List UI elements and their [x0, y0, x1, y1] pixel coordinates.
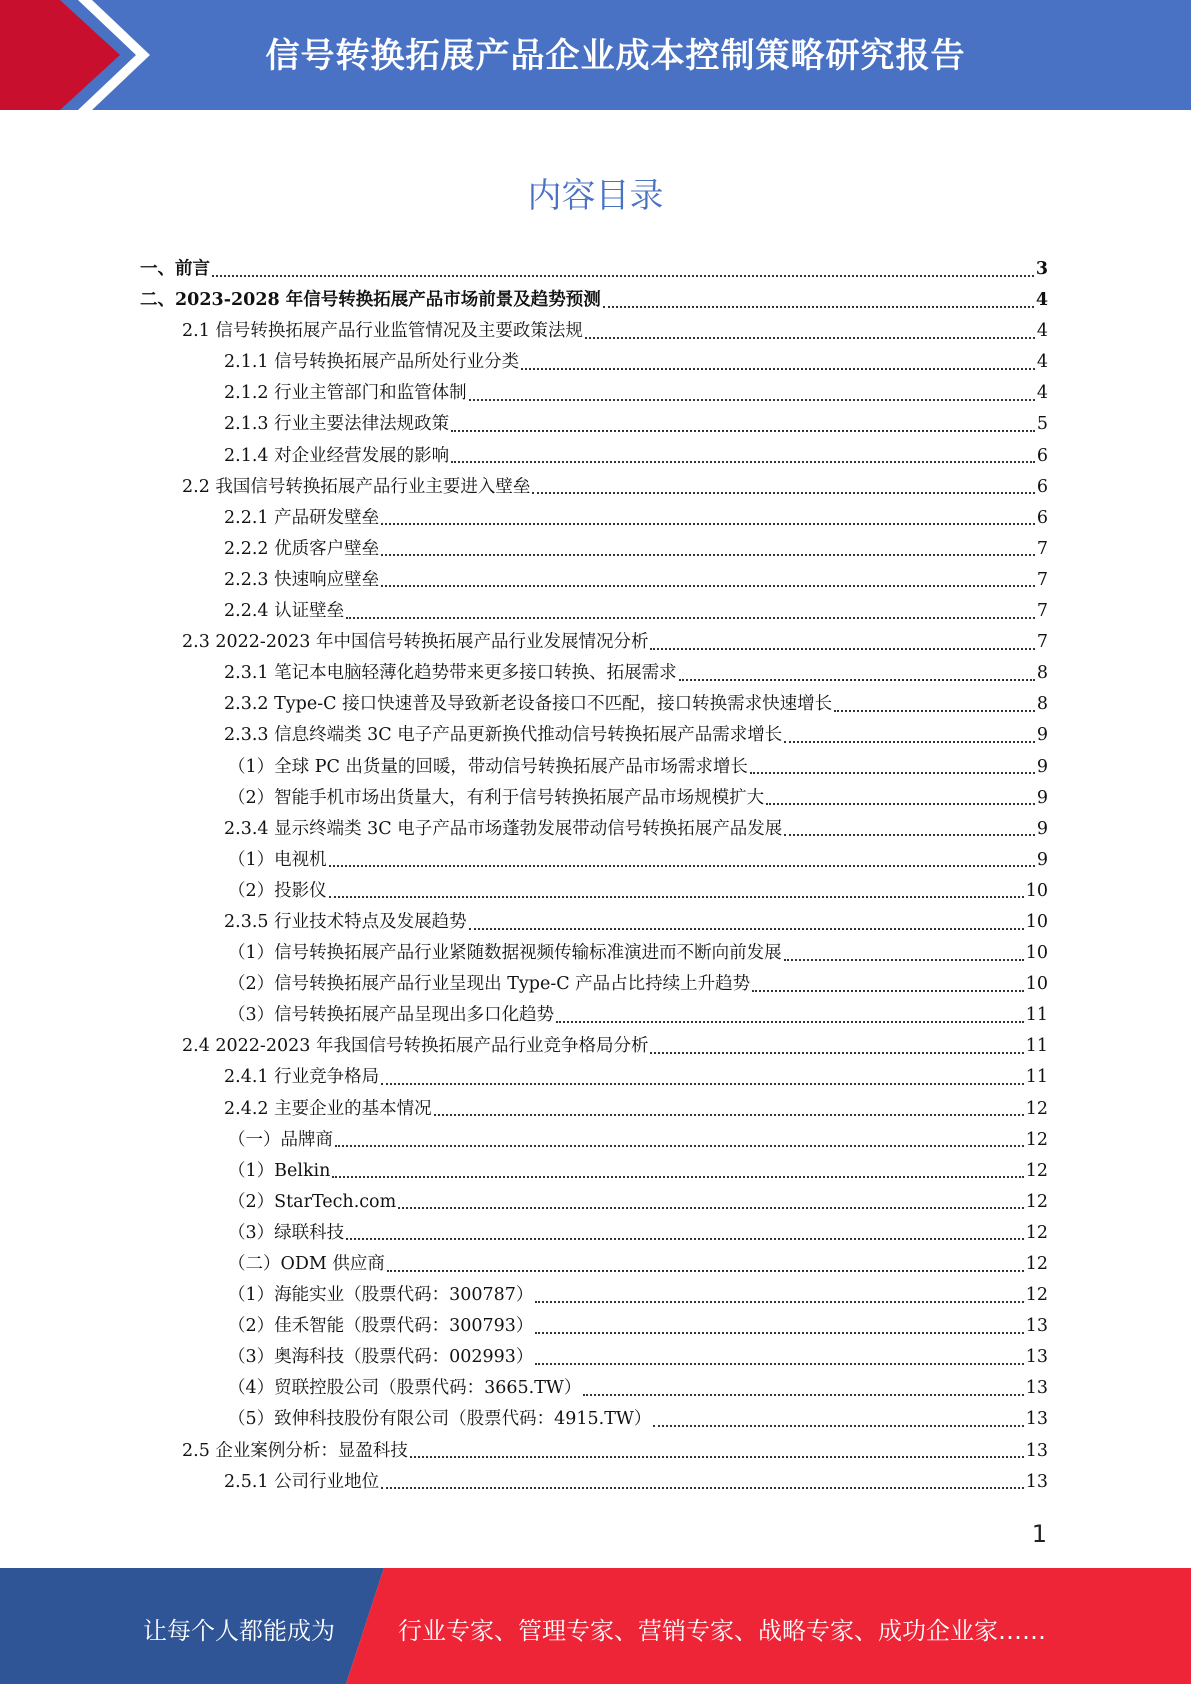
toc-entry-label: （2）StarTech.com [228, 1191, 397, 1212]
toc-entry-label: （一）品牌商 [228, 1129, 333, 1150]
toc-entry[interactable] [140, 783, 1048, 814]
toc-entry-page: 3 [1035, 259, 1048, 279]
toc-entry[interactable] [140, 378, 1048, 409]
toc-leader-dots [521, 368, 1035, 370]
toc-entry-label: 2.4.1 行业竞争格局 [224, 1067, 380, 1088]
toc-entry-label: （4）贸联控股公司（股票代码：3665.TW） [228, 1378, 582, 1399]
toc-leader-dots [653, 1425, 1023, 1427]
toc-entry-label: （3）绿联科技 [228, 1222, 345, 1243]
toc-entry[interactable] [140, 658, 1048, 689]
toc-entry-label: 2.2 我国信号转换拓展产品行业主要进入壁垒 [182, 476, 531, 497]
toc-leader-dots [346, 617, 1035, 619]
toc-entry[interactable] [140, 534, 1048, 565]
toc-entry-page: 7 [1036, 569, 1048, 590]
toc-entry-page: 6 [1036, 476, 1048, 497]
toc-leader-dots [410, 1456, 1024, 1458]
toc-leader-dots [834, 710, 1035, 712]
toc-entry-label: 2.3.1 笔记本电脑轻薄化趋势带来更多接口转换、拓展需求 [224, 663, 677, 684]
toc-entry-page: 9 [1036, 818, 1048, 839]
toc-entry-label: 2.3 2022-2023 年中国信号转换拓展产品行业发展情况分析 [182, 632, 649, 653]
toc-leader-dots [784, 959, 1024, 961]
toc-entry-label: 2.1.4 对企业经营发展的影响 [224, 445, 450, 466]
toc-entry-label: 2.5 企业案例分析：显盈科技 [182, 1440, 408, 1461]
toc-entry-page: 7 [1036, 632, 1048, 653]
header-banner [0, 0, 1191, 110]
toc-entry-page: 11 [1025, 1067, 1048, 1088]
toc-entry-page: 9 [1036, 787, 1048, 808]
toc-entry-label: 2.2.4 认证壁垒 [224, 601, 345, 622]
toc-entry-label: （3）奥海科技（股票代码：002993） [228, 1347, 534, 1368]
toc-entry-label: （1）海能实业（股票代码：300787） [228, 1285, 534, 1306]
toc-entry-page: 11 [1025, 1005, 1048, 1026]
toc-leader-dots [784, 834, 1035, 836]
toc-entry-label: （2）信号转换拓展产品行业呈现出 Type-C 产品占比持续上升趋势 [228, 974, 751, 995]
toc-entry-label: 2.4 2022-2023 年我国信号转换拓展产品行业竞争格局分析 [182, 1036, 649, 1057]
toc-entry[interactable] [140, 1404, 1048, 1435]
toc-entry[interactable] [140, 689, 1048, 720]
toc-entry-page: 12 [1025, 1191, 1048, 1212]
toc-entry-page: 4 [1035, 290, 1048, 311]
toc-entry-page: 12 [1025, 1129, 1048, 1150]
toc-entry[interactable] [140, 1156, 1048, 1187]
toc-entry-label: （2）佳禾智能（股票代码：300793） [228, 1316, 534, 1337]
toc-leader-dots [535, 1363, 1023, 1365]
toc-entry-page: 13 [1025, 1316, 1048, 1337]
toc-entry-page: 10 [1025, 943, 1048, 964]
toc-entry-label: （1）信号转换拓展产品行业紧随数据视频传输标准演进而不断向前发展 [228, 943, 782, 964]
toc-entry[interactable] [140, 1280, 1048, 1311]
footer-slogan-left: 让每个人都能成为 [143, 1617, 335, 1645]
toc-entry-label: （2）投影仪 [228, 880, 327, 901]
toc-entry[interactable] [140, 1125, 1048, 1156]
toc-entry[interactable] [140, 1467, 1048, 1498]
toc-leader-dots [381, 1083, 1024, 1085]
toc-entry[interactable] [140, 565, 1048, 596]
toc-entry[interactable] [140, 1436, 1048, 1467]
toc-heading: 内容目录 [527, 176, 664, 216]
toc-leader-dots [451, 461, 1035, 463]
toc-entry-label: （二）ODM 供应商 [228, 1254, 385, 1274]
toc-entry[interactable] [140, 752, 1048, 783]
toc-leader-dots [469, 399, 1035, 401]
toc-entry[interactable] [140, 254, 1048, 285]
toc-entry[interactable] [140, 1000, 1048, 1031]
toc-entry-label: （2）智能手机市场出货量大，有利于信号转换拓展产品市场规模扩大 [228, 787, 765, 808]
toc-leader-dots [346, 1238, 1024, 1240]
toc-leader-dots [752, 990, 1024, 992]
toc-entry-label: （5）致伸科技股份有限公司（股票代码：4915.TW） [228, 1409, 652, 1430]
toc-entry-page: 13 [1025, 1471, 1048, 1492]
toc-leader-dots [556, 1021, 1024, 1023]
toc-entry-page: 11 [1025, 1036, 1048, 1057]
toc-leader-dots [750, 772, 1035, 774]
toc-entry[interactable] [140, 285, 1048, 316]
toc-entry[interactable] [140, 720, 1048, 751]
toc-entry[interactable] [140, 347, 1048, 378]
toc-leader-dots [585, 337, 1035, 339]
toc-entry-page: 12 [1025, 1160, 1048, 1181]
toc-entry-page: 5 [1036, 414, 1048, 435]
toc-leader-dots [329, 865, 1035, 867]
toc-entry-label: 2.3.2 Type-C 接口快速普及导致新老设备接口不匹配，接口转换需求快速增长 [224, 694, 833, 715]
toc-entry-page: 8 [1036, 694, 1048, 715]
toc-entry-label: 2.2.1 产品研发壁垒 [224, 507, 380, 528]
toc-entry-label: （1）电视机 [228, 849, 327, 870]
toc-entry[interactable] [140, 845, 1048, 876]
toc-leader-dots [583, 1394, 1023, 1396]
toc-leader-dots [603, 306, 1034, 308]
toc-entry[interactable] [140, 441, 1048, 472]
toc-entry-page: 7 [1036, 601, 1048, 622]
toc-entry-label: 2.3.5 行业技术特点及发展趋势 [224, 911, 467, 932]
toc-leader-dots [381, 523, 1035, 525]
toc-entry[interactable] [140, 1373, 1048, 1404]
toc-leader-dots [212, 275, 1034, 277]
toc-entry-page: 12 [1025, 1285, 1048, 1306]
toc-leader-dots [335, 1145, 1024, 1147]
toc-entry[interactable] [140, 814, 1048, 845]
toc-entry-label: 2.3.4 显示终端类 3C 电子产品市场蓬勃发展带动信号转换拓展产品发展 [224, 818, 783, 839]
toc-entry-label: 2.5.1 公司行业地位 [224, 1471, 380, 1492]
toc-entry-label: （1）Belkin [228, 1160, 331, 1181]
toc-entry-page: 13 [1025, 1378, 1048, 1399]
toc-entry-label: 二、2023-2028 年信号转换拓展产品市场前景及趋势预测 [140, 290, 601, 311]
toc-leader-dots [381, 1487, 1024, 1489]
toc-leader-dots [469, 928, 1024, 930]
toc-entry-page: 13 [1025, 1409, 1048, 1430]
toc-entry-page: 4 [1036, 352, 1048, 373]
toc-entry-page: 10 [1025, 974, 1048, 995]
toc-entry-page: 8 [1036, 663, 1048, 684]
toc-entry-label: 一、前言 [140, 259, 210, 279]
toc-leader-dots [650, 648, 1034, 650]
toc-entry-page: 10 [1025, 880, 1048, 901]
toc-entry-page: 12 [1025, 1222, 1048, 1243]
footer-slogan-right: 行业专家、管理专家、营销专家、战略专家、成功企业家…… [398, 1617, 1046, 1645]
toc-entry[interactable] [140, 596, 1048, 627]
toc-entry-label: （1）全球 PC 出货量的回暖，带动信号转换拓展产品市场需求增长 [228, 756, 748, 777]
toc-leader-dots [650, 1052, 1023, 1054]
toc-entry-label: 2.1.1 信号转换拓展产品所处行业分类 [224, 352, 520, 373]
toc-leader-dots [766, 803, 1035, 805]
toc-entry[interactable] [140, 1342, 1048, 1373]
toc-leader-dots [381, 585, 1035, 587]
toc-entry-page: 12 [1025, 1254, 1048, 1274]
toc-leader-dots [679, 679, 1035, 681]
toc-entry[interactable] [140, 1311, 1048, 1342]
toc-entry[interactable] [140, 1187, 1048, 1218]
toc-entry[interactable] [140, 876, 1048, 907]
toc-leader-dots [532, 492, 1034, 494]
toc-entry-label: 2.3.3 信息终端类 3C 电子产品更新换代推动信号转换拓展产品需求增长 [224, 725, 783, 746]
toc-entry[interactable] [140, 1062, 1048, 1093]
toc-leader-dots [434, 1114, 1024, 1116]
toc-entry-page: 9 [1036, 849, 1048, 870]
toc-leader-dots [535, 1301, 1023, 1303]
toc-leader-dots [381, 554, 1035, 556]
toc-entry-page: 4 [1036, 321, 1048, 342]
toc-entry[interactable] [140, 503, 1048, 534]
toc-entry-page: 9 [1036, 725, 1048, 746]
toc-entry-page: 7 [1036, 538, 1048, 559]
toc-entry-page: 13 [1025, 1347, 1048, 1368]
toc-entry[interactable] [140, 1031, 1048, 1062]
toc-entry-page: 10 [1025, 911, 1048, 932]
table-of-contents [140, 254, 1048, 1498]
toc-entry[interactable] [140, 1094, 1048, 1125]
toc-entry-page: 13 [1025, 1440, 1048, 1461]
toc-entry[interactable] [140, 969, 1048, 1000]
footer-banner [0, 1568, 1191, 1684]
toc-leader-dots [784, 741, 1035, 743]
report-title: 信号转换拓展产品企业成本控制策略研究报告 [265, 36, 966, 76]
toc-entry-page: 6 [1036, 445, 1048, 466]
toc-entry[interactable] [140, 316, 1048, 347]
toc-entry[interactable] [140, 1218, 1048, 1249]
page-number: 1 [1031, 1520, 1047, 1548]
toc-leader-dots [451, 430, 1035, 432]
toc-entry[interactable] [140, 907, 1048, 938]
toc-entry[interactable] [140, 409, 1048, 440]
toc-entry[interactable] [140, 938, 1048, 969]
toc-entry-label: 2.4.2 主要企业的基本情况 [224, 1098, 432, 1119]
toc-leader-dots [398, 1207, 1024, 1209]
toc-entry-page: 4 [1036, 383, 1048, 404]
toc-entry-page: 12 [1025, 1098, 1048, 1119]
toc-leader-dots [535, 1332, 1023, 1334]
toc-leader-dots [332, 1176, 1023, 1178]
toc-entry-page: 6 [1036, 507, 1048, 528]
toc-entry-label: 2.1 信号转换拓展产品行业监管情况及主要政策法规 [182, 321, 583, 342]
toc-leader-dots [329, 896, 1024, 898]
toc-entry-label: （3）信号转换拓展产品呈现出多口化趋势 [228, 1005, 555, 1026]
toc-entry-label: 2.1.3 行业主要法律法规政策 [224, 414, 450, 435]
toc-entry-label: 2.2.2 优质客户壁垒 [224, 538, 380, 559]
toc-entry-label: 2.1.2 行业主管部门和监管体制 [224, 383, 467, 404]
toc-entry[interactable] [140, 472, 1048, 503]
toc-entry[interactable] [140, 1249, 1048, 1280]
toc-leader-dots [387, 1270, 1024, 1272]
toc-entry[interactable] [140, 627, 1048, 658]
toc-entry-label: 2.2.3 快速响应壁垒 [224, 569, 380, 590]
toc-entry-page: 9 [1036, 756, 1048, 777]
